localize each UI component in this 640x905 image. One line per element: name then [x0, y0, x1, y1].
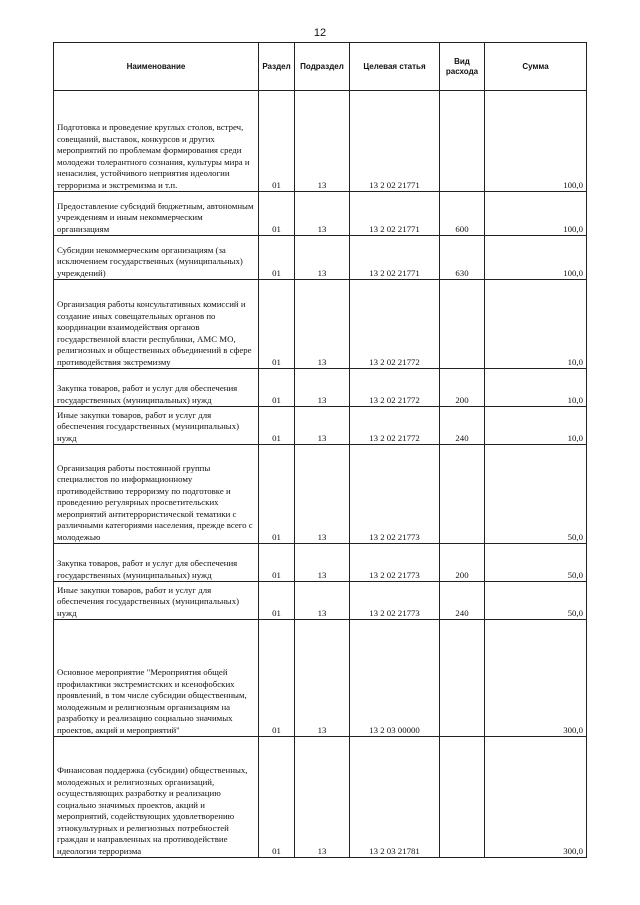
cell-target: 13 2 02 21772	[350, 407, 440, 445]
page-number: 12	[313, 27, 327, 39]
cell-subsection: 13	[295, 91, 350, 192]
table-row	[54, 582, 587, 620]
cell-sum: 100,0	[485, 91, 587, 192]
cell-name: Организация работы консультативных комиссий и создание иных совещательных органов по координации взаимодействия органов государственной власти республики, АМС МО, религиозных и общественных объединений в сфере противодействия экстремизму	[54, 280, 259, 369]
cell-subsection: 13	[295, 280, 350, 369]
cell-sum: 50,0	[485, 544, 587, 582]
cell-target: 13 2 02 21772	[350, 369, 440, 407]
cell-type: 240	[440, 582, 485, 620]
cell-type	[440, 445, 485, 544]
table-row	[54, 544, 587, 582]
cell-sum: 300,0	[485, 620, 587, 737]
header-section: Раздел	[259, 43, 295, 91]
cell-target: 13 2 02 21771	[350, 236, 440, 280]
table-row	[54, 445, 587, 544]
header-subsection: Подраздел	[295, 43, 350, 91]
cell-type: 200	[440, 369, 485, 407]
cell-section: 01	[259, 369, 295, 407]
cell-section: 01	[259, 737, 295, 858]
cell-sum: 10,0	[485, 280, 587, 369]
cell-subsection: 13	[295, 620, 350, 737]
cell-subsection: 13	[295, 582, 350, 620]
cell-section: 01	[259, 407, 295, 445]
cell-target: 13 2 03 21781	[350, 737, 440, 858]
cell-name: Закупка товаров, работ и услуг для обеспечения государственных (муниципальных) нужд	[54, 369, 259, 407]
header-target: Целевая статья	[350, 43, 440, 91]
header-sum: Сумма	[485, 43, 587, 91]
table-row	[54, 620, 587, 737]
cell-target: 13 2 02 21771	[350, 91, 440, 192]
cell-target: 13 2 02 21771	[350, 192, 440, 236]
cell-target: 13 2 03 00000	[350, 620, 440, 737]
cell-subsection: 13	[295, 236, 350, 280]
cell-section: 01	[259, 192, 295, 236]
cell-subsection: 13	[295, 445, 350, 544]
cell-sum: 50,0	[485, 582, 587, 620]
cell-section: 01	[259, 280, 295, 369]
cell-type	[440, 737, 485, 858]
cell-type: 240	[440, 407, 485, 445]
cell-section: 01	[259, 544, 295, 582]
cell-sum: 10,0	[485, 369, 587, 407]
cell-name: Иные закупки товаров, работ и услуг для обеспечения государственных (муниципальных) нужд	[54, 407, 259, 445]
cell-subsection: 13	[295, 369, 350, 407]
cell-name: Основное мероприятие "Мероприятия общей профилактики экстремистских и ксенофобских проявлений, в том числе субсидии общественным, молодежным и религиозным организациям на разработку и реализацию социально значимых проектов, акций и мероприятий"	[54, 620, 259, 737]
cell-name: Финансовая поддержка (субсидии) общественных, молодежных и религиозных организаций, осуществляющих разработку и реализацию социально значимых проектов, акций и мероприятий, содействующих удовлетворению этнокультурных и религиозных потребностей граждан и направленных на противодействие идеологии терроризма	[54, 737, 259, 858]
cell-subsection: 13	[295, 192, 350, 236]
table-row	[54, 280, 587, 369]
cell-type: 200	[440, 544, 485, 582]
cell-sum: 50,0	[485, 445, 587, 544]
cell-section: 01	[259, 91, 295, 192]
cell-target: 13 2 02 21773	[350, 582, 440, 620]
cell-type	[440, 620, 485, 737]
cell-sum: 100,0	[485, 192, 587, 236]
cell-section: 01	[259, 445, 295, 544]
cell-sum: 300,0	[485, 737, 587, 858]
cell-subsection: 13	[295, 737, 350, 858]
cell-sum: 10,0	[485, 407, 587, 445]
cell-name: Организация работы постоянной группы специалистов по информационному противодействию терроризму по подготовке и проведению регулярных просветительских мероприятий антитеррористической тематики с различными категориями населения, прежде всего с молодежью	[54, 445, 259, 544]
table-row	[54, 236, 587, 280]
header-type: Вид расхода	[440, 43, 485, 91]
table-row	[54, 192, 587, 236]
cell-target: 13 2 02 21773	[350, 544, 440, 582]
cell-name: Субсидии некоммерческим организациям (за исключением государственных (муниципальных) учреждений)	[54, 236, 259, 280]
table-header-row	[54, 43, 587, 91]
budget-table	[53, 42, 587, 858]
table-row	[54, 369, 587, 407]
table-row	[54, 737, 587, 858]
header-name: Наименование	[54, 43, 259, 91]
cell-subsection: 13	[295, 407, 350, 445]
cell-target: 13 2 02 21772	[350, 280, 440, 369]
cell-sum: 100,0	[485, 236, 587, 280]
table-row	[54, 407, 587, 445]
cell-name: Закупка товаров, работ и услуг для обеспечения государственных (муниципальных) нужд	[54, 544, 259, 582]
cell-subsection: 13	[295, 544, 350, 582]
cell-name: Предоставление субсидий бюджетным, автономным учреждениям и иным некоммерческим организациям	[54, 192, 259, 236]
table-row	[54, 91, 587, 192]
cell-section: 01	[259, 236, 295, 280]
cell-type: 630	[440, 236, 485, 280]
cell-section: 01	[259, 620, 295, 737]
cell-section: 01	[259, 582, 295, 620]
cell-target: 13 2 02 21773	[350, 445, 440, 544]
cell-name: Подготовка и проведение круглых столов, встреч, совещаний, выставок, конкурсов и других мероприятий по проблемам формирования среди молодежи толерантного сознания, культуры мира и ненасилия, устойчивого неприятия идеологии терроризма и экстремизма и т.п.	[54, 91, 259, 192]
cell-type	[440, 280, 485, 369]
cell-type	[440, 91, 485, 192]
cell-name: Иные закупки товаров, работ и услуг для обеспечения государственных (муниципальных) нужд	[54, 582, 259, 620]
cell-type: 600	[440, 192, 485, 236]
